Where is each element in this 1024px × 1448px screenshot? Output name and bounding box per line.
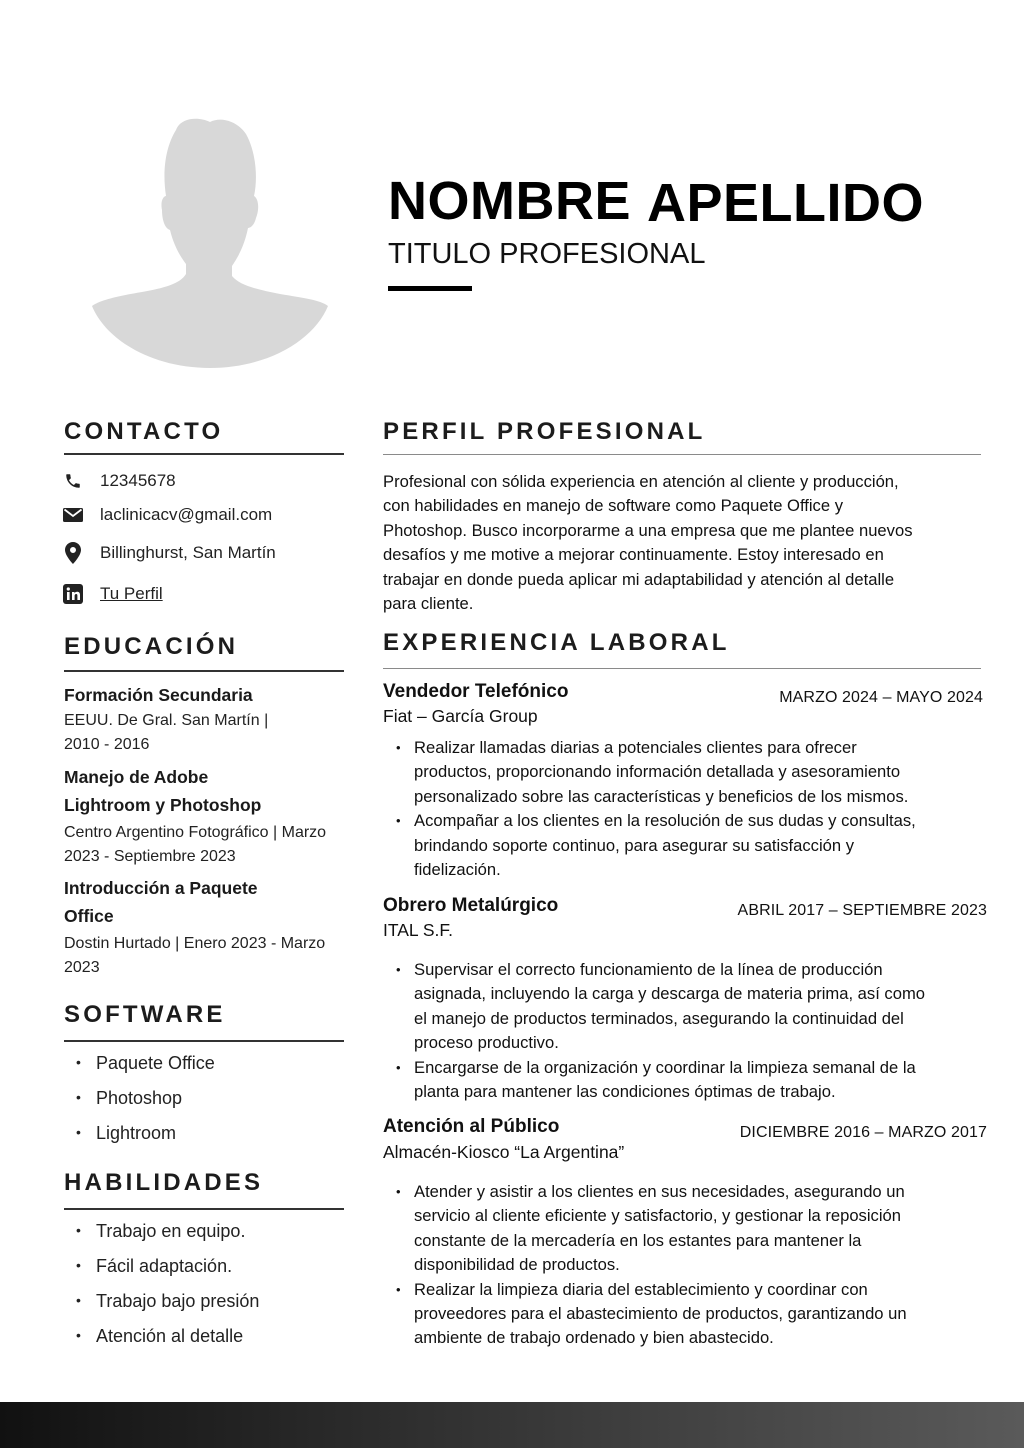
footer-bar: [0, 1402, 1024, 1448]
task-line: asignada, incluyendo la carga y descarga de materia prima, así como: [414, 984, 925, 1004]
task-line: servicio al cliente eficiente y satisfactorio, y gestionar la reposición: [414, 1206, 901, 1226]
title-underline: [388, 286, 472, 291]
last-name: APELLIDO: [647, 173, 925, 233]
profile-divider: [383, 454, 981, 455]
task-line: • Acompañar a los clientes en la resolución de sus dudas y consultas,: [414, 811, 916, 831]
education-title: Introducción a Paquete: [64, 878, 258, 898]
task-line: • Supervisar el correcto funcionamiento de la línea de producción: [414, 960, 883, 979]
task-line: • Encargarse de la organización y coordinar la limpieza semanal de la: [414, 1057, 916, 1077]
education-detail: 2023: [64, 959, 100, 976]
job-tasks: [396, 736, 981, 882]
contact-linkedin: [62, 581, 163, 607]
job-dates: DICIEMBRE 2016 – MARZO 2017: [739, 1124, 987, 1141]
education-detail: Centro Argentino Fotográfico | Marzo: [64, 824, 327, 841]
task-line: constante de la mercadería en los estantes para mantener la: [414, 1230, 862, 1250]
task-item: [396, 958, 981, 1056]
task-line: brindando soporte continuo, para asegurar su satisfacción y: [414, 835, 855, 855]
job-tasks: [396, 1180, 981, 1351]
task-item: [396, 1056, 981, 1105]
task-item: [396, 809, 981, 882]
task-line: ambiente de trabajo ordenado y bien abastecido.: [414, 1328, 774, 1348]
task-line: fidelización.: [414, 860, 501, 880]
linkedin-icon[interactable]: [62, 583, 84, 605]
education-title: Office: [64, 906, 114, 926]
profile-line: para cliente.: [383, 594, 474, 614]
profile-line: Photoshop. Busco incorporarme a una empresa que me plantee nuevos: [383, 520, 913, 540]
software-heading: SOFTWARE: [64, 1001, 226, 1028]
skills-list: [76, 1221, 259, 1361]
profile-summary: [383, 470, 983, 616]
task-line: personalizado sobre las características y beneficios de los mismos.: [414, 786, 909, 806]
list-item: • Lightroom: [76, 1123, 215, 1158]
skills-divider: [64, 1208, 344, 1210]
first-name: NOMBRE: [388, 171, 631, 231]
profile-line: Profesional con sólida experiencia en atención al cliente y producción,: [383, 472, 899, 491]
education-title: Formación Secundaria: [64, 685, 253, 705]
contact-email: [62, 502, 272, 528]
email-address[interactable]: laclinicacv@gmail.com: [100, 505, 273, 524]
avatar: [88, 100, 332, 370]
profile-line: con habilidades en manejo de software como Paquete Office y: [383, 496, 843, 516]
professional-title: TITULO PROFESIONAL: [388, 238, 706, 270]
task-line: el manejo de productos terminados, asegurando la continuidad del: [414, 1008, 904, 1028]
education-item: [64, 681, 354, 757]
profile-line: trabajar en donde pueda aplicar mi adaptabilidad y atención al detalle: [383, 569, 895, 589]
software-divider: [64, 1040, 344, 1042]
job-dates: ABRIL 2017 – SEPTIEMBRE 2023: [737, 902, 987, 919]
education-title: Lightroom y Photoshop: [64, 795, 262, 815]
contact-divider: [64, 453, 344, 455]
education-item: [64, 763, 354, 869]
task-line: • Realizar la limpieza diaria del establecimiento y coordinar con: [414, 1279, 868, 1299]
job-title: Vendedor Telefónico: [383, 681, 569, 702]
education-divider: [64, 670, 344, 672]
job-title: Obrero Metalúrgico: [383, 895, 559, 916]
experience-heading: EXPERIENCIA LABORAL: [383, 629, 730, 656]
task-item: [396, 1278, 981, 1351]
task-line: disponibilidad de productos.: [414, 1255, 620, 1275]
contact-heading: CONTACTO: [64, 418, 224, 445]
education-detail: 2010 - 2016: [64, 736, 150, 753]
list-item: • Trabajo en equipo.: [76, 1221, 259, 1256]
list-item: • Atención al detalle: [76, 1326, 259, 1361]
list-item: • Fácil adaptación.: [76, 1256, 259, 1291]
education-heading: EDUCACIÓN: [64, 633, 239, 660]
education-detail: Dostin Hurtado | Enero 2023 - Marzo: [64, 935, 326, 952]
phone-icon: [62, 470, 84, 492]
job-company: Fiat – García Group: [383, 706, 538, 726]
list-item: • Paquete Office: [76, 1053, 215, 1088]
profile-line: desafíos y me motive a mejorar continuamente. Estoy interesado en: [383, 545, 884, 565]
task-line: productos, proporcionando información detallada y asesoramiento: [414, 762, 901, 782]
education-detail: EEUU. De Gral. San Martín |: [64, 712, 269, 729]
task-line: • Realizar llamadas diarias a potenciales clientes para ofrecer: [414, 738, 857, 757]
phone-number: 12345678: [100, 471, 176, 490]
job-company: ITAL S.F.: [383, 920, 454, 940]
job-tasks: [396, 958, 981, 1104]
envelope-icon: [62, 504, 84, 526]
education-item: [64, 874, 354, 980]
job-title: Atención al Público: [383, 1116, 560, 1137]
linkedin-profile-link[interactable]: Tu Perfil: [100, 584, 163, 603]
job-dates: MARZO 2024 – MAYO 2024: [779, 689, 983, 706]
task-line: proceso productivo.: [414, 1033, 559, 1053]
task-line: planta para mantener las condiciones óptimas de trabajo.: [414, 1082, 836, 1102]
experience-divider: [383, 668, 981, 669]
education-title: Manejo de Adobe: [64, 767, 209, 787]
task-item: [396, 736, 981, 809]
task-item: [396, 1180, 981, 1278]
profile-heading: PERFIL PROFESIONAL: [383, 418, 706, 445]
skills-heading: HABILIDADES: [64, 1169, 264, 1196]
contact-phone: [62, 468, 176, 494]
map-pin-icon: [62, 542, 84, 564]
job-company: Almacén-Kiosco “La Argentina”: [383, 1142, 625, 1162]
task-line: • Atender y asistir a los clientes en sus necesidades, asegurando un: [414, 1182, 905, 1201]
education-detail: 2023 - Septiembre 2023: [64, 848, 236, 865]
list-item: • Photoshop: [76, 1088, 215, 1123]
software-list: [76, 1053, 215, 1158]
list-item: • Trabajo bajo presión: [76, 1291, 259, 1326]
task-line: proveedores para el abastecimiento de productos, garantizando un: [414, 1304, 907, 1324]
location-text: Billinghurst, San Martín: [100, 543, 276, 562]
contact-location: [62, 540, 276, 566]
